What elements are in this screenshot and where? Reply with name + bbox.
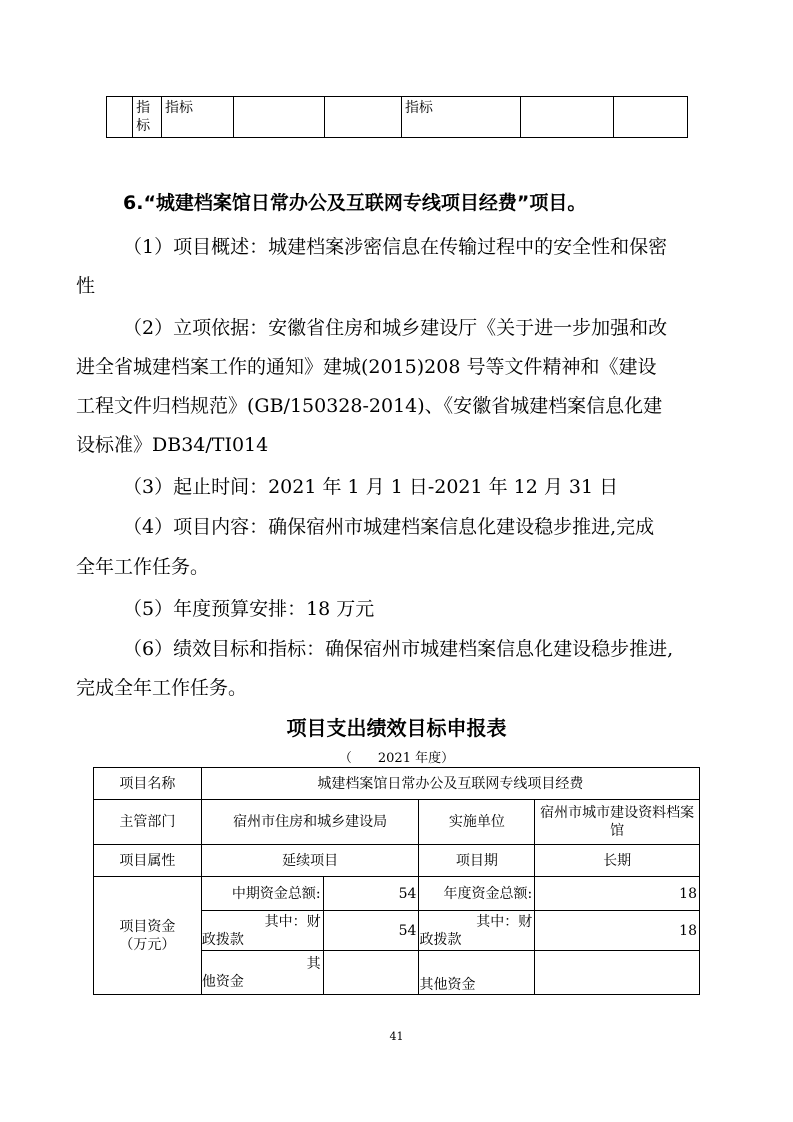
section-heading: 6.“城建档案馆日常办公及互联网专线项目经费”项目。 xyxy=(123,192,587,214)
year-other-label: 其他资金 xyxy=(419,951,535,995)
mid-other-label-1: 其 xyxy=(306,955,321,972)
paragraph-basis-cont: 设标准》DB34/TI014 xyxy=(76,434,269,456)
project-name-label: 项目名称 xyxy=(94,768,202,800)
mid-fiscal-value: 54 xyxy=(323,911,419,951)
paragraph-content: （4）项目内容：确保宿州市城建档案信息化建设稳步推进,完成 xyxy=(123,516,655,538)
project-name-value: 城建档案馆日常办公及互联网专线项目经费 xyxy=(201,768,699,800)
year-total-value: 18 xyxy=(535,877,700,911)
paragraph-budget: （5）年度预算安排：18 万元 xyxy=(123,598,375,620)
impl-unit-label: 实施单位 xyxy=(419,800,535,845)
mid-fiscal-label xyxy=(201,911,323,951)
mid-total-label: 中期资金总额: xyxy=(201,877,323,911)
paragraph-overview: （1）项目概述：城建档案涉密信息在传输过程中的安全性和保密 xyxy=(123,236,668,258)
mid-other-label-2: 他资金 xyxy=(201,973,244,990)
dept-value: 宿州市住房和城乡建设局 xyxy=(201,800,419,845)
period-value: 长期 xyxy=(535,845,700,877)
year-total-label: 年度资金总额: xyxy=(419,877,535,911)
period-label: 项目期 xyxy=(419,845,535,877)
empty-cell xyxy=(107,97,133,138)
paragraph-content-cont: 全年工作任务。 xyxy=(76,556,210,578)
dept-label: 主管部门 xyxy=(94,800,202,845)
paragraph-goals: （6）绩效目标和指标：确保宿州市城建档案信息化建设稳步推进, xyxy=(123,638,674,660)
paragraph-period: （3）起止时间：2021 年 1 月 1 日-2021 年 12 月 31 日 xyxy=(123,476,619,498)
paragraph-basis-cont: 工程文件归档规范》(GB/150328-2014)、《安徽省城建档案信息化建 xyxy=(76,395,663,417)
attr-value: 延续项目 xyxy=(201,845,419,877)
mid-total-value: 54 xyxy=(323,877,419,911)
paragraph-basis: （2）立项依据：安徽省住房和城乡建设厅《关于进一步加强和改 xyxy=(123,317,668,339)
page-number: 41 xyxy=(389,1030,404,1043)
funds-label-line2: （万元） xyxy=(119,936,176,953)
impl-unit-value: 宿州市城市建设资料档案馆 xyxy=(535,800,700,845)
table-year: （ 2021 年度） xyxy=(338,751,455,766)
year-fiscal-label-1: 其中：财 xyxy=(476,913,533,930)
empty-cell xyxy=(614,97,688,138)
funds-label-line1: 项目资金 xyxy=(119,918,176,935)
funds-label xyxy=(94,877,202,995)
attr-label: 项目属性 xyxy=(94,845,202,877)
empty-cell xyxy=(521,97,614,138)
mid-fiscal-label-1: 其中：财 xyxy=(264,913,321,930)
mid-fiscal-label-2: 政拨款 xyxy=(201,931,244,948)
year-other-value xyxy=(535,951,700,995)
year-fiscal-value: 18 xyxy=(535,911,700,951)
continued-table-fragment xyxy=(106,96,688,138)
table-title: 项目支出绩效目标申报表 xyxy=(286,716,507,740)
indicator-cell: 指标 xyxy=(401,97,521,138)
performance-target-table xyxy=(93,767,700,995)
empty-cell xyxy=(325,97,402,138)
empty-cell xyxy=(233,97,324,138)
indicator-cell: 指标 xyxy=(162,97,234,138)
year-fiscal-label-2: 政拨款 xyxy=(419,931,462,948)
mid-other-label xyxy=(201,951,323,995)
year-fiscal-label xyxy=(419,911,535,951)
indicator-cell-vertical: 指 标 xyxy=(133,97,162,138)
mid-other-value xyxy=(323,951,419,995)
paragraph-overview-cont: 性 xyxy=(76,275,96,297)
paragraph-basis-cont: 进全省城建档案工作的通知》建城(2015)208 号等文件精神和《建设 xyxy=(76,356,657,378)
paragraph-goals-cont: 完成全年工作任务。 xyxy=(76,677,248,699)
